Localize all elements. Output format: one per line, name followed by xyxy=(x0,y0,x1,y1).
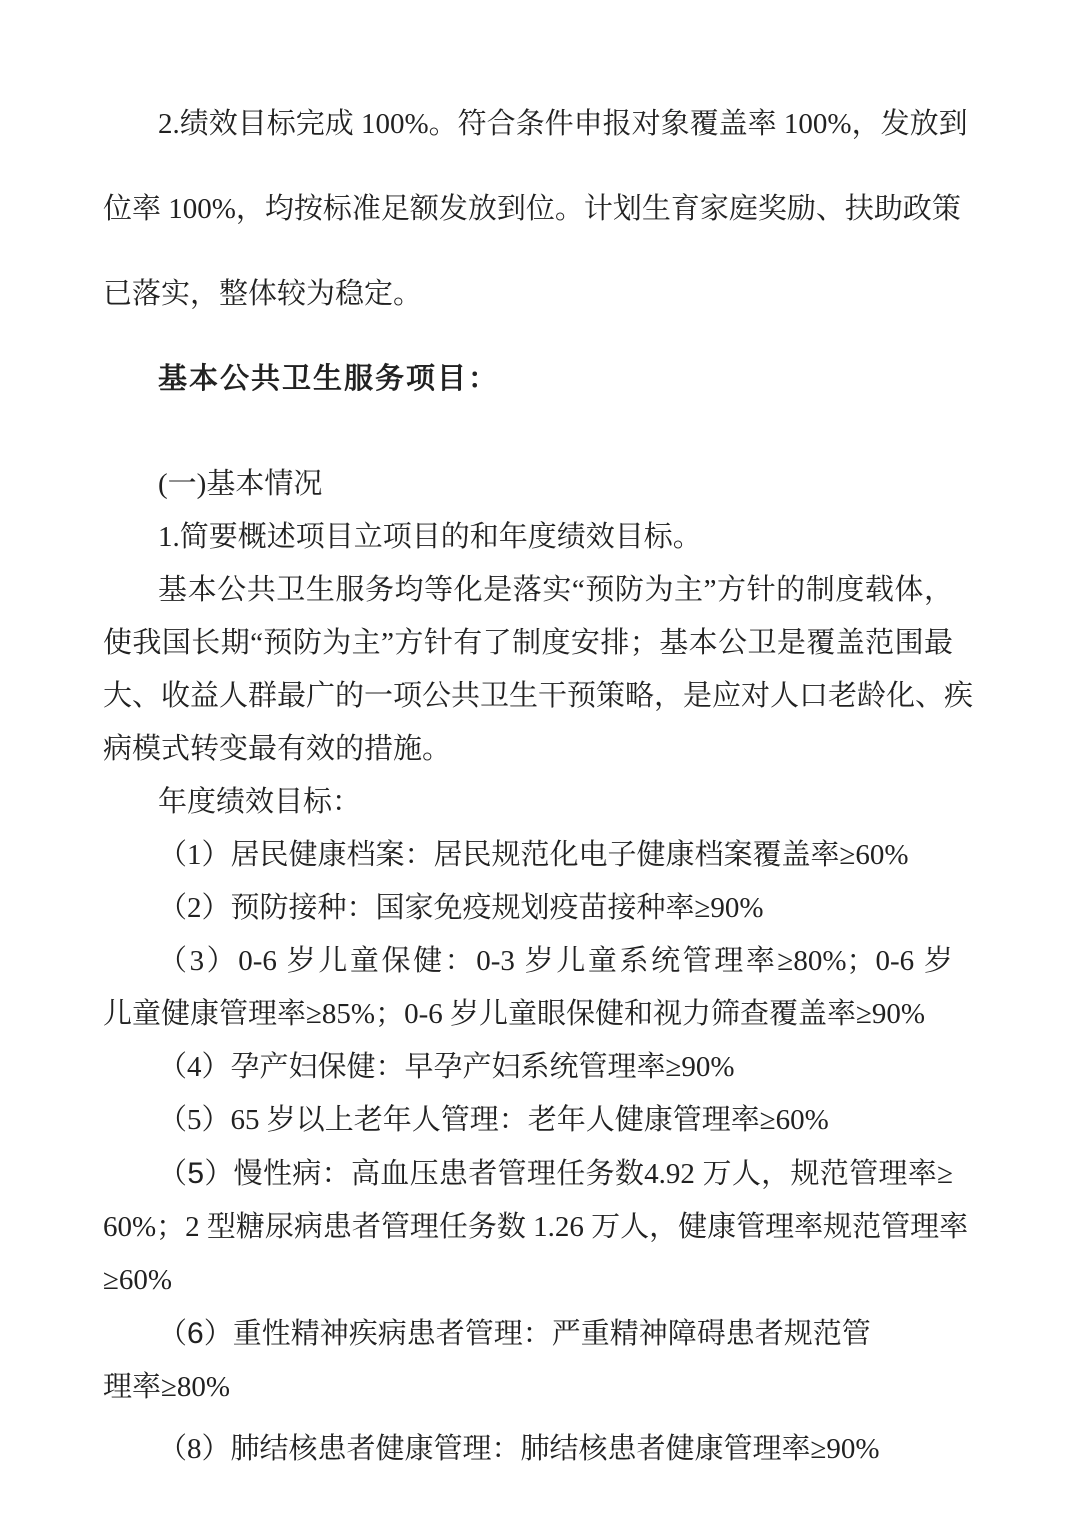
overview-line-2: 使我国长期“预防为主”方针有了制度安排；基本公卫是覆盖范围最 xyxy=(103,627,953,659)
body-block xyxy=(103,458,974,1476)
goal-line-tuberculosis: （8）肺结核患者健康管理：肺结核患者健康管理率≥90% xyxy=(158,1433,880,1465)
goal-line-chronic-disease-2: 60%；2 型糖尿病患者管理任务数 1.26 万人，健康管理率规范管理率 xyxy=(103,1211,969,1243)
goal-line-chronic-disease-1 xyxy=(103,1147,953,1201)
intro-line-3: 已落实，整体较为稳定。 xyxy=(103,278,423,310)
subsection-title: (一)基本情况 xyxy=(158,468,323,500)
fullwidth-paren-open: （ xyxy=(158,1318,188,1350)
overview-line-4: 病模式转变最有效的措施。 xyxy=(103,733,452,765)
goal-line-vaccination: （2）预防接种：国家免疫规划疫苗接种率≥90% xyxy=(158,892,764,924)
section-heading: 基本公共卫生服务项目： xyxy=(158,363,500,395)
intro-line-2: 位率 100%，均按标准足额发放到位。计划生育家庭奖励、扶助政策 xyxy=(103,193,961,225)
point-1-line: 1.简要概述项目立项目的和年度绩效目标。 xyxy=(158,521,702,553)
intro-paragraph-block xyxy=(103,82,968,422)
goal-line-elderly-care: （5）65 岁以上老年人管理：老年人健康管理率≥60% xyxy=(158,1104,829,1136)
goal-line-chronic-text: ）慢性病：高血压患者管理任务数4.92 万人，规范管理率≥ xyxy=(204,1158,953,1190)
goal-line-mental-illness-2: 理率≥80% xyxy=(103,1371,231,1403)
goal-line-child-care-1: （3）0-6 岁儿童保健：0-3 岁儿童系统管理率≥80%；0-6 岁 xyxy=(158,945,953,977)
goal-line-maternal-care: （4）孕产妇保健：早孕产妇系统管理率≥90% xyxy=(158,1051,735,1083)
goal-line-mental-text: ）重性精神疾病患者管理：严重精神障碍患者规范管 xyxy=(203,1318,871,1350)
goal-line-child-care-2: 儿童健康管理率≥85%；0-6 岁儿童眼保健和视力筛查覆盖率≥90% xyxy=(103,998,926,1030)
goal-number-6: 6 xyxy=(187,1317,204,1350)
overview-line-1: 基本公共卫生服务均等化是落实“预防为主”方针的制度载体， xyxy=(158,574,953,606)
annual-goals-label: 年度绩效目标： xyxy=(158,786,362,818)
goal-line-mental-illness-1 xyxy=(103,1307,953,1361)
fullwidth-paren-open: （ xyxy=(158,1158,188,1190)
goal-line-chronic-disease-3: ≥60% xyxy=(103,1264,173,1296)
intro-line-1: 2.绩效目标完成 100%。符合条件申报对象覆盖率 100%，发放到 xyxy=(158,108,968,140)
overview-line-3: 大、收益人群最广的一项公共卫生干预策略，是应对人口老龄化、疾 xyxy=(103,680,974,712)
goal-number-5: 5 xyxy=(187,1157,205,1190)
goal-line-health-records: （1）居民健康档案：居民规范化电子健康档案覆盖率≥60% xyxy=(158,839,909,871)
